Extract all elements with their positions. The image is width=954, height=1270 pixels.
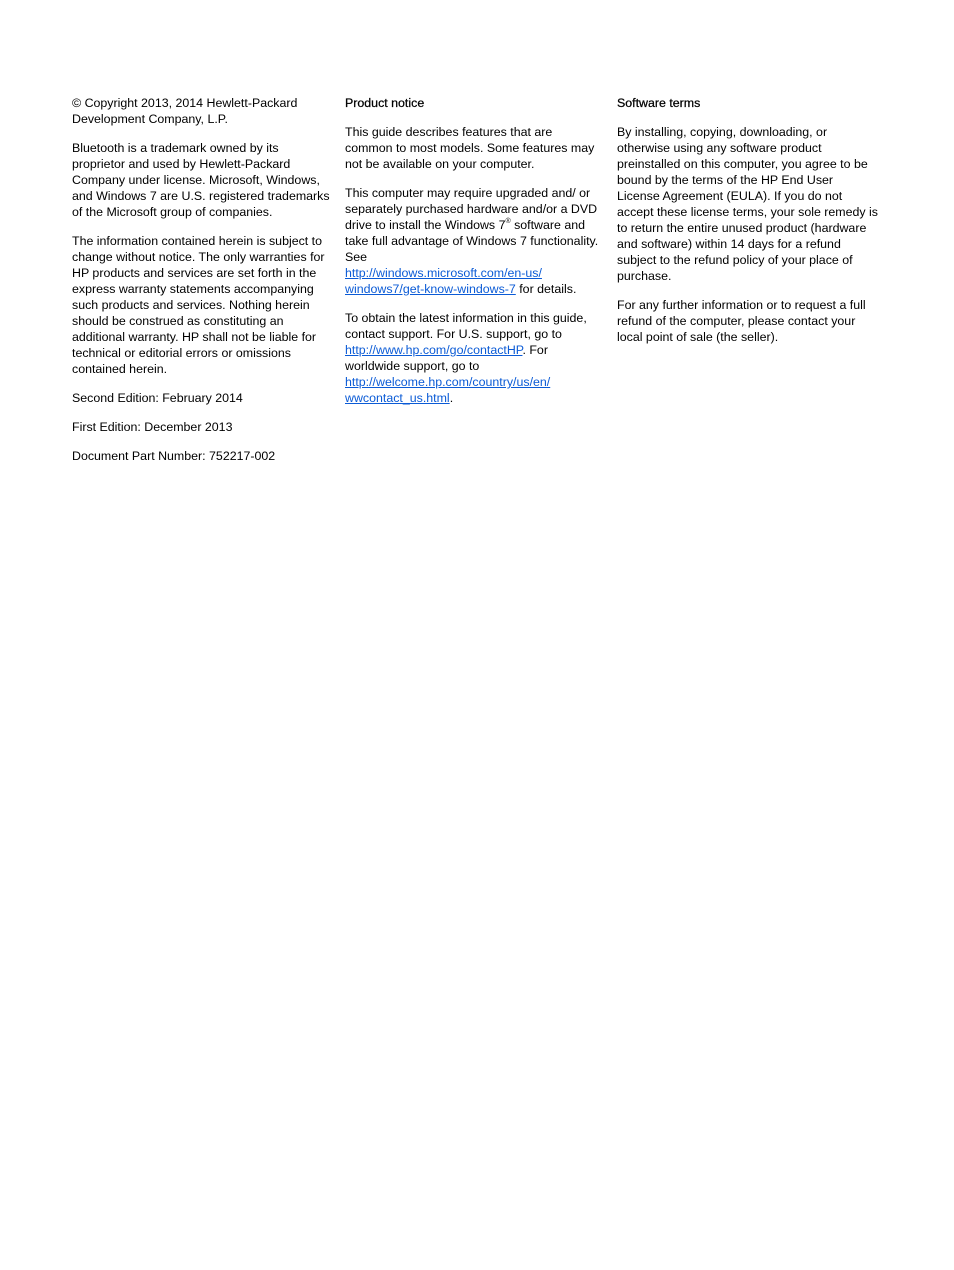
windows-requirement-text: This computer may require upgraded and/ or separately purchased hardware and/or a DVD drive to install the Windows 7 <box>345 186 598 232</box>
worldwide-link-line-1[interactable]: http://welcome.hp.com/country/us/en/ <box>345 375 551 389</box>
legal-column <box>72 95 334 477</box>
second-edition-text: Second Edition: February 2014 <box>72 391 243 405</box>
product-notice-paragraph-1: This guide describes features that are common to most models. Some features may not be available on your computer. <box>345 125 595 171</box>
period-text: . <box>449 391 454 405</box>
copyright-text: © Copyright 2013, 2014 Hewlett-Packard Development Company, L.P. <box>72 96 298 126</box>
windows-link-line-2[interactable]: windows7/get-know-windows-7 <box>345 282 516 296</box>
part-number-text: Document Part Number: 752217-002 <box>72 449 276 463</box>
registered-mark: ® <box>505 218 511 225</box>
support-intro-text: To obtain the latest information in this guide, contact support. For U.S. support, go to <box>345 311 587 341</box>
first-edition-text: First Edition: December 2013 <box>72 420 233 434</box>
software-terms-heading: Software terms <box>617 96 701 110</box>
product-notice-paragraph-2 <box>345 185 603 297</box>
software-terms-paragraph-1: By installing, copying, downloading, or otherwise using any software product preinstalled on this computer, you agree to be bound by the terms of the HP End User License Agreement (EULA). If you do not accept these license terms, your sole remedy is to return the entire unused product (hardware and software) within 14 days for a refund subject to the refund policy of your place of purchase. <box>617 125 879 283</box>
disclaimer-text: The information contained herein is subject to change without notice. The only warranties for HP products and services are set forth in the express warranty statements accompanying such products and services. Nothing herein should be construed as constituting an additional warranty. HP shall not be liable for technical or editorial errors or omissions contained herein. <box>72 234 325 376</box>
product-notice-column <box>345 95 603 419</box>
software-terms-paragraph-2: For any further information or to request a full refund of the computer, please contact your local point of sale (the seller). <box>617 298 866 344</box>
product-notice-heading: Product notice <box>345 96 425 110</box>
software-terms-column <box>617 95 879 358</box>
for-details-text: for details. <box>515 282 577 296</box>
worldwide-support-text: . For worldwide support, go to <box>345 343 548 373</box>
hp-worldwide-contact-link[interactable] <box>345 375 550 405</box>
windows-functionality-text: software and take full advantage of Windows 7 functionality. See <box>345 218 599 264</box>
worldwide-link-line-2[interactable]: wwcontact_us.html <box>345 391 450 405</box>
windows-link-line-1[interactable]: http://windows.microsoft.com/en-us/ <box>345 266 542 280</box>
windows-get-know-link[interactable] <box>345 266 542 296</box>
hp-contact-link[interactable]: http://www.hp.com/go/contactHP <box>345 343 523 357</box>
product-notice-paragraph-3 <box>345 310 603 406</box>
trademark-text: Bluetooth is a trademark owned by its proprietor and used by Hewlett-Packard Company under license. Microsoft, Windows, and Windows 7 are U.S. registered trademarks of the Microsoft group of companies. <box>72 141 330 219</box>
